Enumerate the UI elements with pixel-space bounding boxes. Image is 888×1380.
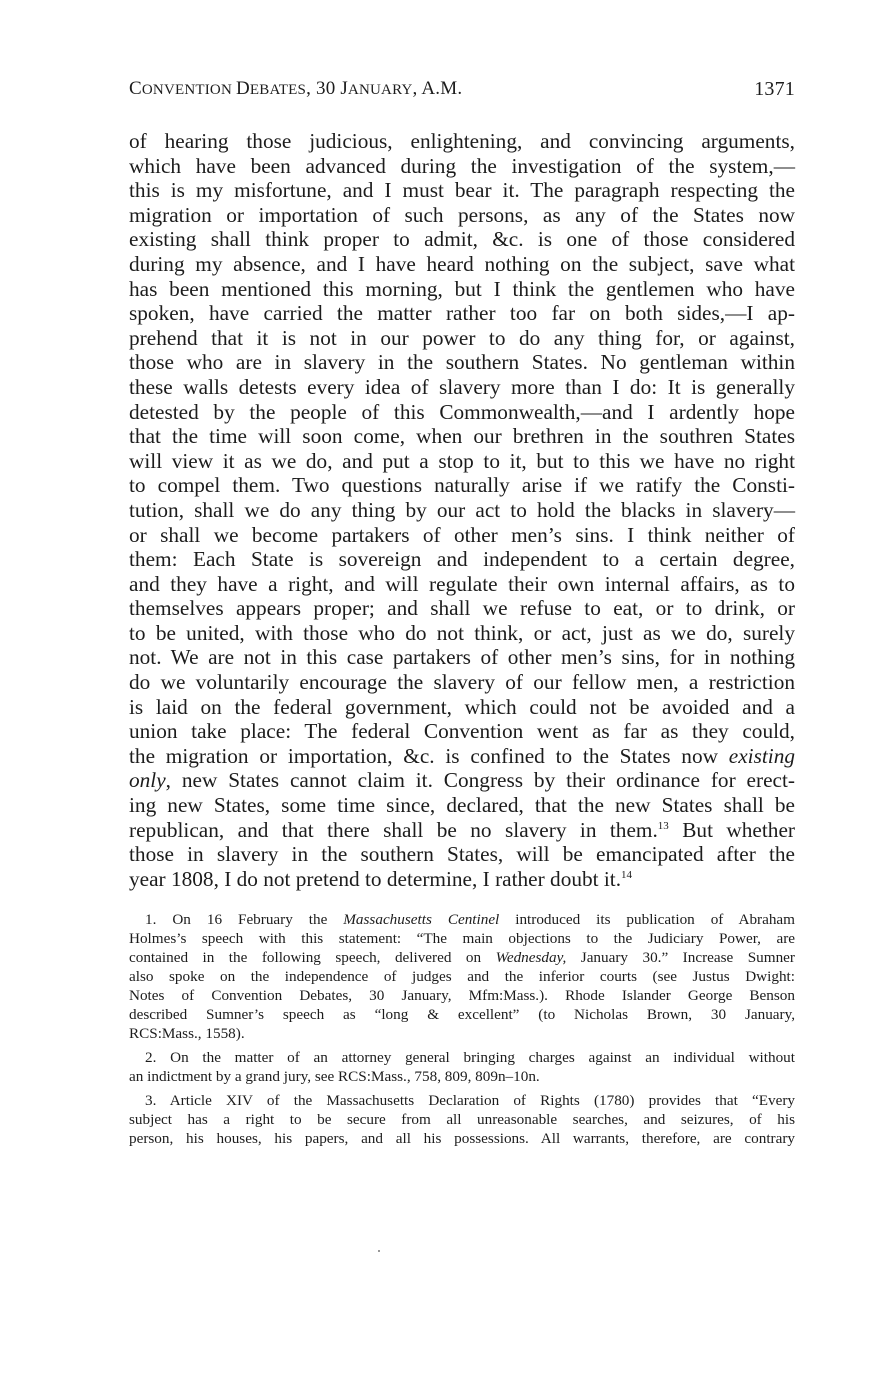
text-line: those who are in slavery in the southern States. No gentleman within	[129, 350, 795, 375]
footnote-reference: 13	[657, 819, 669, 832]
footnote-line: contained in the following speech, delivered on Wednesday, January 30.” Increase Sumner	[129, 949, 795, 967]
body-text	[129, 129, 795, 891]
text-line: only, new States cannot claim it. Congress by their ordinance for erect-	[129, 768, 795, 793]
text-line: will view it as we do, and put a stop to it, but to this we have no right	[129, 448, 795, 473]
footnote-line: also spoke on the independence of judges and the inferior courts (see Justus Dwight:	[129, 968, 795, 986]
running-head-title: CONVENTION DEBATES, 30 JANUARY, A.M.	[129, 78, 463, 99]
footnote-3	[129, 1091, 795, 1148]
text-line: of hearing those judicious, enlightening, and convincing arguments,	[129, 129, 795, 153]
text-line: that the time will soon come, when our brethren in the southren States	[129, 424, 795, 449]
text-line: which have been advanced during the investigation of the system,—	[129, 153, 795, 178]
footnote-line: Holmes’s speech with this statement: “The main objections to the Judiciary Power, are	[129, 930, 795, 948]
text-line: is laid on the federal government, which could not be avoided and a	[129, 694, 795, 719]
text-line: spoken, have carried the matter rather too far on both sides,—I ap-	[129, 301, 795, 326]
text-line: not. We are not in this case partakers of other men’s sins, for in nothing	[129, 645, 795, 670]
text-line: year 1808, I do not pretend to determine, I rather doubt it.$^{14}$	[129, 866, 633, 891]
text-line: detested by the people of this Commonwealth,—and I ardently hope	[129, 399, 795, 424]
footnote-line: 2. On the matter of an attorney general bringing charges against an individual without	[145, 1049, 795, 1067]
text-line: migration or importation of such persons, as any of the States now	[129, 202, 795, 227]
text-line: do we voluntarily encourage the slavery of our fellow men, a restriction	[129, 670, 795, 695]
text-line: and they have a right, and will regulate their own internal affairs, as to	[129, 571, 795, 596]
text-line: or shall we become partakers of other men’s sins. I think neither of	[129, 522, 795, 547]
text-line: these walls detests every idea of slavery more than I do: It is generally	[129, 374, 795, 399]
print-speck	[378, 1250, 380, 1252]
footnote-line: 1. On 16 February the Massachusetts Centinel introduced its publication of Abraham	[145, 911, 795, 929]
footnote-line: described Sumner’s speech as “long & excellent” (to Nicholas Brown, 30 January,	[129, 1006, 795, 1024]
text-line: those in slavery in the southern States, will be emancipated after the	[129, 842, 795, 867]
text-line: them: Each State is sovereign and independent to a certain degree,	[129, 547, 795, 572]
footnote-2	[129, 1048, 795, 1086]
footnote-line: an indictment by a grand jury, see RCS:Mass., 758, 809, 809n–10n.	[129, 1068, 540, 1086]
footnote-line: Notes of Convention Debates, 30 January, Mfm:Mass.). Rhode Islander George Benson	[129, 987, 795, 1005]
text-line: union take place: The federal Convention went as far as they could,	[129, 719, 795, 744]
footnote-1	[129, 910, 795, 1043]
text-line: has been mentioned this morning, but I think the gentlemen who have	[129, 276, 795, 301]
page-number: 1371	[754, 78, 795, 100]
footnotes	[129, 910, 795, 1148]
text-line: prehend that it is not in our power to do any thing for, or against,	[129, 325, 795, 350]
footnote-line: 3. Article XIV of the Massachusetts Declaration of Rights (1780) provides that “Every	[145, 1092, 795, 1110]
footnote-line: subject has a right to be secure from all unreasonable searches, and seizures, of his	[129, 1111, 795, 1129]
text-line: existing shall think proper to admit, &c. is one of those considered	[129, 227, 795, 252]
text-line: ing new States, some time since, declared, that the new States shall be	[129, 793, 795, 818]
text-line: tution, shall we do any thing by our act to hold the blacks in slavery—	[129, 497, 795, 522]
body-paragraph	[129, 129, 795, 891]
text-line: during my absence, and I have heard nothing on the subject, save what	[129, 251, 795, 276]
italic-emphasis: existing	[728, 743, 795, 768]
footnote-reference: 14	[621, 868, 633, 881]
text-line: republican, and that there shall be no slavery in them.$^{13}$ But whether	[129, 817, 795, 842]
text-line: the migration or importation, &c. is confined to the States now existing	[129, 743, 795, 768]
italic-emphasis: only	[129, 768, 166, 793]
text-line: to be united, with those who do not think, or act, just as we do, surely	[129, 620, 795, 645]
footnote-line: person, his houses, his papers, and all his possessions. All warrants, therefore, are contrary	[129, 1130, 795, 1148]
footnote-line: RCS:Mass., 1558).	[129, 1025, 245, 1043]
text-line: themselves appears proper; and shall we refuse to eat, or to drink, or	[129, 596, 795, 621]
text-line: to compel them. Two questions naturally arise if we ratify the Consti-	[129, 473, 795, 498]
document-page	[129, 78, 795, 1153]
running-head	[129, 78, 795, 108]
text-line: this is my misfortune, and I must bear it. The paragraph respecting the	[129, 178, 795, 203]
